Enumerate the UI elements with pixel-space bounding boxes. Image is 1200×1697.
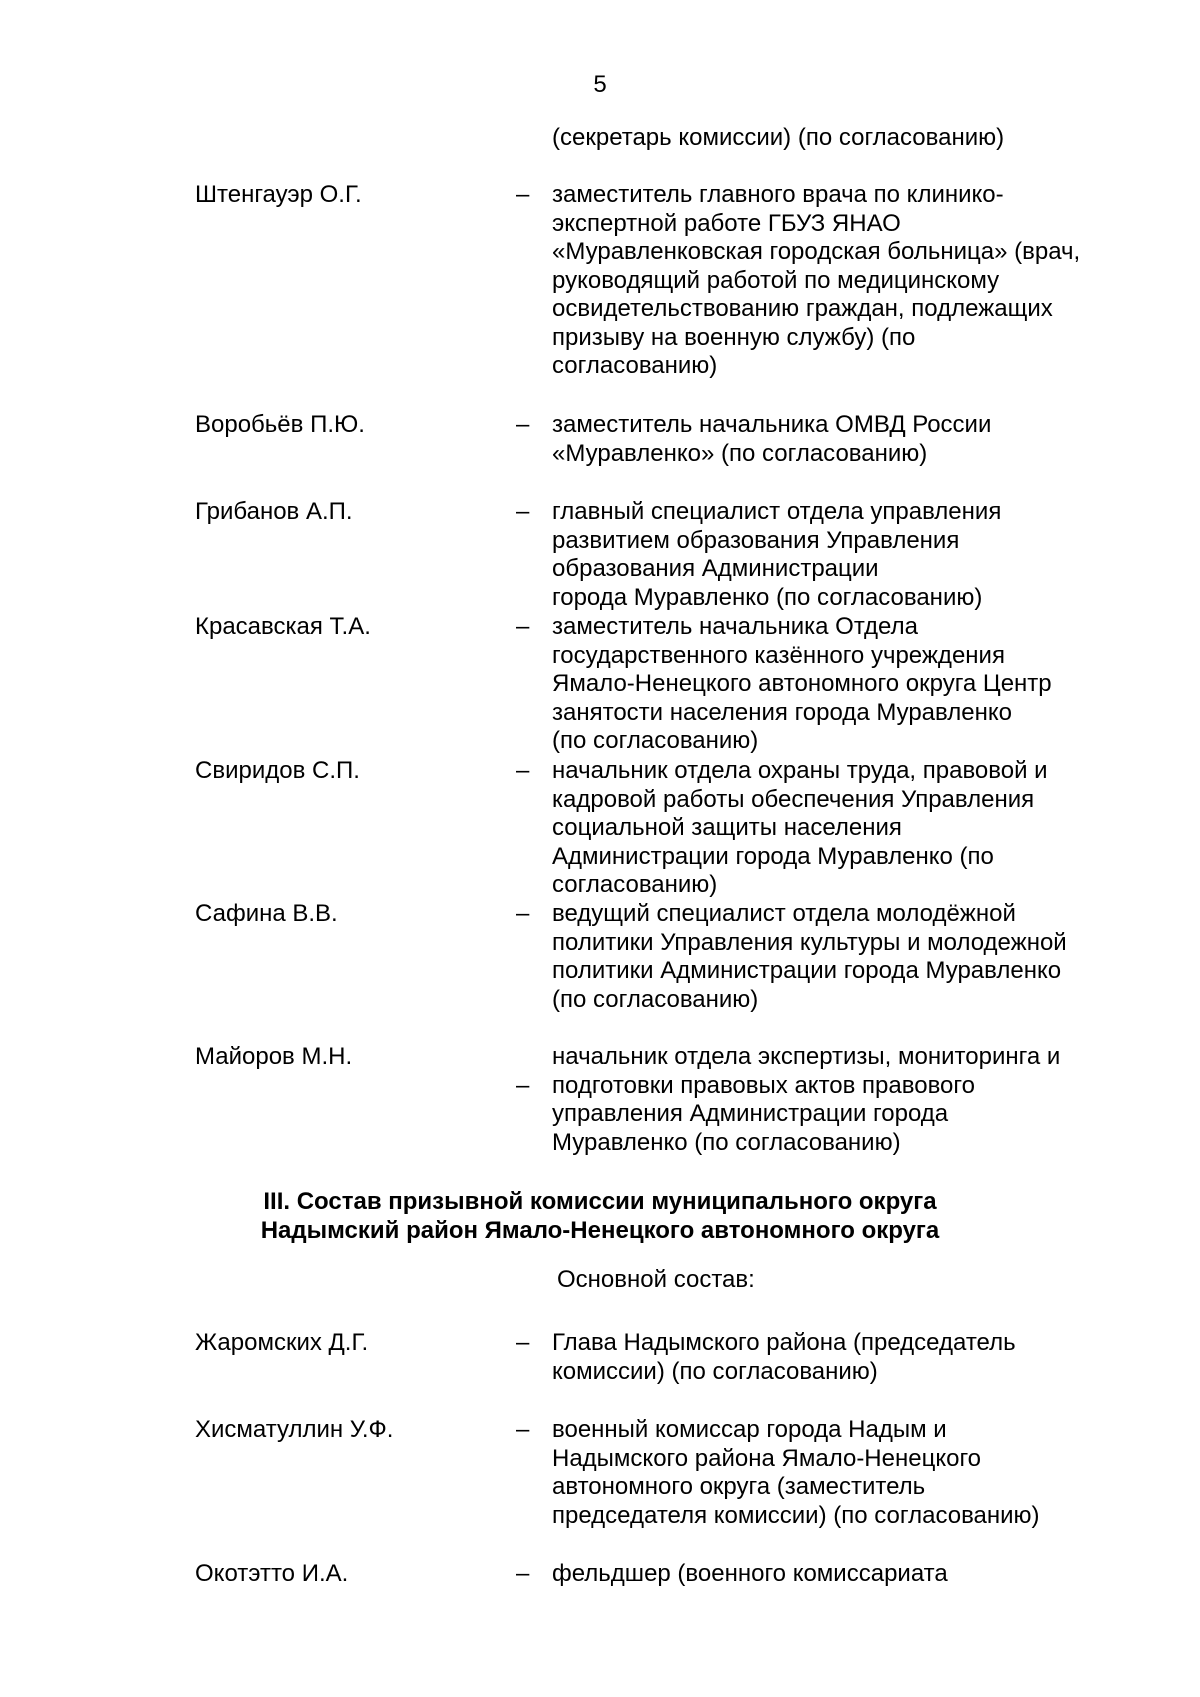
description-line: Ямало-Ненецкого автономного округа Центр <box>552 670 1052 697</box>
description-line: политики Управления культуры и молодежной <box>552 928 1067 956</box>
dash: – <box>516 498 530 525</box>
member-name: Жаромских Д.Г. <box>195 1329 369 1356</box>
description-line: начальник отдела экспертизы, мониторинга и <box>552 1043 1061 1070</box>
description-line: государственного казённого учреждения <box>552 641 1005 669</box>
dash: – <box>516 1072 530 1099</box>
dash: – <box>516 1560 530 1587</box>
description-line: (по согласованию) <box>552 985 759 1013</box>
dash: – <box>516 1329 530 1356</box>
member-description <box>552 1043 1152 1157</box>
description-line: заместитель начальника ОМВД России <box>552 411 992 438</box>
dash: – <box>516 900 530 927</box>
dash: – <box>516 181 530 208</box>
description-line: ведущий специалист отдела молодёжной <box>552 900 1016 927</box>
section-heading-line: Надымский район Ямало-Ненецкого автономного округа <box>260 1217 940 1244</box>
description-line: комиссии) (по согласованию) <box>552 1357 878 1385</box>
description-line: развитием образования Управления <box>552 526 960 554</box>
description-line: фельдшер (военного комиссариата <box>552 1560 948 1587</box>
dash: – <box>516 1416 530 1443</box>
member-name: Майоров М.Н. <box>195 1043 353 1070</box>
description-line: начальник отдела охраны труда, правовой и <box>552 757 1048 784</box>
description-line: образования Администрации <box>552 555 879 582</box>
description-line: руководящий работой по медицинскому <box>552 266 1000 294</box>
member-name: Грибанов А.П. <box>195 498 353 525</box>
member-name: Сафина В.В. <box>195 900 338 927</box>
description-line: социальной защиты населения <box>552 814 902 841</box>
description-line: управления Администрации города <box>552 1100 949 1127</box>
member-description <box>552 1329 1152 1386</box>
member-name: Воробьёв П.Ю. <box>195 411 365 438</box>
subheading: Основной состав: <box>557 1266 755 1293</box>
member-description <box>552 1416 1152 1530</box>
description-line: Надымского района Ямало-Ненецкого <box>552 1444 982 1472</box>
continuation-line: (секретарь комиссии) (по согласованию) <box>552 124 1005 151</box>
description-line: председателя комиссии) (по согласованию) <box>552 1501 1040 1529</box>
section-heading <box>0 1187 1200 1245</box>
member-name: Хисматуллин У.Ф. <box>195 1416 394 1443</box>
member-description <box>552 900 1152 1014</box>
description-line: призыву на военную службу) (по <box>552 323 916 351</box>
description-line: подготовки правовых актов правового <box>552 1071 975 1099</box>
description-line: освидетельствованию граждан, подлежащих <box>552 295 1053 322</box>
description-line: города Муравленко (по согласованию) <box>552 583 983 611</box>
description-line: Администрации города Муравленко (по <box>552 842 994 870</box>
description-line: заместитель начальника Отдела <box>552 613 918 640</box>
member-description <box>552 411 1152 468</box>
description-line: Муравленко (по согласованию) <box>552 1128 901 1156</box>
member-name: Окотэтто И.А. <box>195 1560 349 1587</box>
description-line: «Муравленковская городская больница» (врач, <box>552 238 1081 265</box>
member-description <box>552 1560 1152 1589</box>
description-line: автономного округа (заместитель <box>552 1473 926 1500</box>
member-name: Штенгауэр О.Г. <box>195 181 362 208</box>
description-line: занятости населения города Муравленко <box>552 698 1012 726</box>
section-heading-line: III. Состав призывной комиссии муниципального округа <box>263 1188 937 1215</box>
member-description <box>552 181 1152 381</box>
description-line: заместитель главного врача по клинико- <box>552 181 1004 208</box>
description-line: экспертной работе ГБУЗ ЯНАО <box>552 209 901 237</box>
description-line: военный комиссар города Надым и <box>552 1416 947 1443</box>
member-description <box>552 498 1152 612</box>
member-name: Свиридов С.П. <box>195 757 360 784</box>
page-number: 5 <box>593 71 607 98</box>
member-name: Красавская Т.А. <box>195 613 371 640</box>
dash: – <box>516 411 530 438</box>
member-description <box>552 613 1152 756</box>
dash: – <box>516 613 530 640</box>
description-line: Глава Надымского района (председатель <box>552 1329 1016 1356</box>
dash: – <box>516 757 530 784</box>
description-line: согласованию) <box>552 352 718 379</box>
description-line: главный специалист отдела управления <box>552 498 1002 525</box>
description-line: кадровой работы обеспечения Управления <box>552 785 1035 813</box>
description-line: «Муравленко» (по согласованию) <box>552 439 928 467</box>
description-line: политики Администрации города Муравленко <box>552 957 1062 984</box>
member-description <box>552 757 1152 900</box>
description-line: согласованию) <box>552 871 718 898</box>
description-line: (по согласованию) <box>552 727 759 754</box>
